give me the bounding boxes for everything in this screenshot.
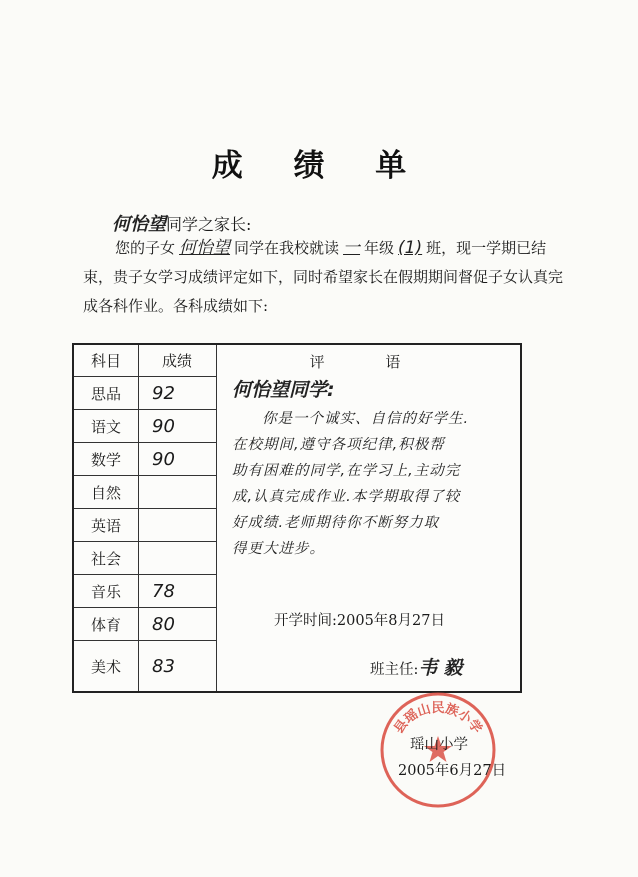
table-row xyxy=(74,608,216,641)
seal-text: 县瑶山民族小学 xyxy=(391,701,485,737)
comment-line: 好成绩.老师期待你不断努力取 xyxy=(232,515,440,531)
score-cell: 80 xyxy=(152,613,175,635)
issue-date: 2005年6月27日 xyxy=(398,763,507,779)
start-date-value: 2005年8月27日 xyxy=(336,613,445,629)
subject-cell: 美术 xyxy=(90,657,121,676)
comment-line: 成,认真完成作业.本学期取得了较 xyxy=(232,489,461,505)
subject-cell: 体育 xyxy=(90,615,121,634)
school-name: 瑶山小学 xyxy=(410,737,468,753)
subject-cell: 语文 xyxy=(90,417,121,436)
header-comment: 评 语 xyxy=(309,353,429,371)
comment-line: 得更大进步。 xyxy=(232,541,325,557)
intro-text-1: 您的子女 xyxy=(115,239,176,257)
teacher-name: 韦毅 xyxy=(418,657,469,679)
intro-class: (1) xyxy=(398,238,423,258)
intro-paragraph xyxy=(83,234,573,321)
score-cell: 92 xyxy=(152,382,175,404)
comment-greeting: 何怡望同学: xyxy=(232,379,335,401)
table-row xyxy=(74,509,216,542)
score-cell: 90 xyxy=(152,448,175,470)
grades-table xyxy=(72,343,522,693)
subject-cell: 数学 xyxy=(90,450,121,469)
intro-grade: 一 xyxy=(343,238,361,258)
header-subject: 科目 xyxy=(90,352,121,370)
table-row xyxy=(74,443,216,476)
comment-line: 你是一个诚实、自信的好学生. xyxy=(262,411,470,427)
report-title: 成 绩 单 xyxy=(211,148,427,184)
subject-cell: 自然 xyxy=(90,483,121,502)
table-row xyxy=(74,641,216,691)
teacher-label: 班主任: xyxy=(370,662,419,678)
score-cell xyxy=(138,542,216,574)
score-cell: 78 xyxy=(152,580,175,602)
table-row xyxy=(74,377,216,410)
comment-body xyxy=(232,375,512,562)
comment-line: 在校期间,遵守各项纪律,积极帮 xyxy=(232,437,445,453)
table-header-row xyxy=(74,345,216,377)
student-name-handwritten: 何怡望 xyxy=(112,214,166,235)
score-cell: 83 xyxy=(152,655,175,677)
score-cell xyxy=(138,509,216,541)
comment-line: 助有困难的同学,在学习上,主动完 xyxy=(232,463,461,479)
header-score: 成绩 xyxy=(161,352,192,370)
table-row xyxy=(74,476,216,509)
subject-cell: 英语 xyxy=(90,516,121,535)
intro-text-2: 同学在我校就读 xyxy=(234,239,340,257)
start-date xyxy=(274,609,445,630)
subject-cell: 社会 xyxy=(90,549,121,568)
salutation xyxy=(112,210,251,236)
table-row xyxy=(74,410,216,443)
score-cell: 90 xyxy=(152,415,175,437)
intro-text-4: 班，现一学期已结束，贵子女学习成绩评定如下，同时希望家长在假期期间督促子女认真完成各科作业。各科成绩如下: xyxy=(83,239,564,315)
intro-student-name: 何怡望 xyxy=(179,238,231,258)
intro-text-3: 年级 xyxy=(364,239,395,257)
table-row xyxy=(74,542,216,575)
salutation-suffix: 同学之家长: xyxy=(166,215,252,234)
score-cell xyxy=(138,476,216,508)
subject-cell: 音乐 xyxy=(90,582,121,601)
subject-cell: 思品 xyxy=(90,384,121,403)
start-date-label: 开学时间: xyxy=(274,613,337,629)
teacher-signature xyxy=(370,653,468,680)
table-row xyxy=(74,575,216,608)
